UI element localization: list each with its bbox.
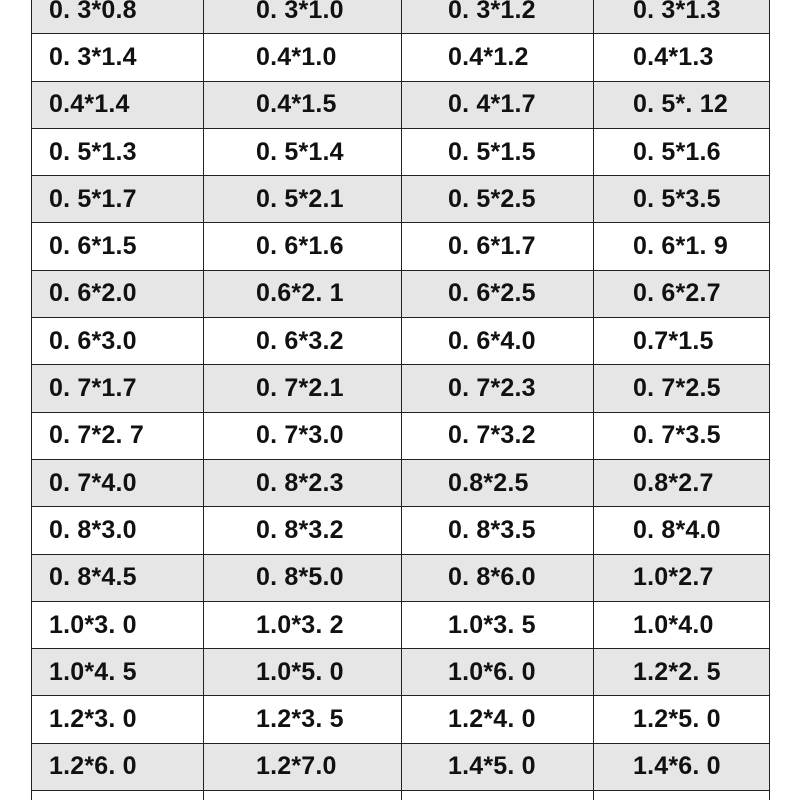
table-cell: 0.8*2.7 [594, 459, 770, 506]
table-row [32, 176, 770, 223]
table-cell: 0. 6*1. 9 [594, 223, 770, 270]
table-cell: 0. 5*1.4 [204, 128, 402, 175]
table-cell: 0. 6*3.2 [204, 318, 402, 365]
table-cell: 0.4*1.5 [204, 81, 402, 128]
table-cell: 0. 8*3.0 [32, 507, 204, 554]
table-cell: 1.0*2.7 [594, 554, 770, 601]
table-cell: 1.0*4. 5 [32, 649, 204, 696]
table-cell: 0. 5*3.5 [594, 176, 770, 223]
table-cell: 0. 7*2.3 [402, 365, 594, 412]
table-cell: 1.4*5. 0 [402, 743, 594, 790]
table-row [32, 34, 770, 81]
size-spec-table-body [32, 0, 770, 800]
table-cell: 1.0*6. 0 [402, 649, 594, 696]
table-cell: 0. 8*6.0 [402, 554, 594, 601]
table-cell [594, 791, 770, 800]
table-cell [402, 791, 594, 800]
table-cell: 0. 7*2. 7 [32, 412, 204, 459]
table-row [32, 459, 770, 506]
table-cell: 0. 6*1.5 [32, 223, 204, 270]
table-cell: 1.2*3. 0 [32, 696, 204, 743]
table-cell: 0. 7*4.0 [32, 459, 204, 506]
size-spec-table [31, 0, 770, 800]
table-row [32, 223, 770, 270]
table-cell [32, 791, 204, 800]
table-cell: 0. 8*2.3 [204, 459, 402, 506]
table-row [32, 649, 770, 696]
table-cell: 0. 3*0.8 [32, 0, 204, 34]
table-row [32, 601, 770, 648]
table-cell: 0. 7*3.0 [204, 412, 402, 459]
table-cell: 0. 5*. 12 [594, 81, 770, 128]
table-cell: 1.0*3. 2 [204, 601, 402, 648]
table-row [32, 507, 770, 554]
table-row [32, 365, 770, 412]
table-cell: 0. 6*2.5 [402, 270, 594, 317]
table-row [32, 554, 770, 601]
table-cell: 1.0*3. 0 [32, 601, 204, 648]
table-cell: 0.4*1.3 [594, 34, 770, 81]
table-cell: 0. 6*2.0 [32, 270, 204, 317]
table-row [32, 743, 770, 790]
table-cell: 1.2*7.0 [204, 743, 402, 790]
table-cell: 0. 7*2.1 [204, 365, 402, 412]
table-cell: 0. 5*1.3 [32, 128, 204, 175]
table-cell: 0. 4*1.7 [402, 81, 594, 128]
table-cell: 0. 6*3.0 [32, 318, 204, 365]
table-cell: 0. 8*4.5 [32, 554, 204, 601]
table-cell: 0. 5*1.6 [594, 128, 770, 175]
table-cell: 0. 3*1.3 [594, 0, 770, 34]
table-cell: 1.2*2. 5 [594, 649, 770, 696]
table-row [32, 318, 770, 365]
table-cell: 1.2*4. 0 [402, 696, 594, 743]
table-cell: 0. 5*1.5 [402, 128, 594, 175]
table-cell: 1.2*3. 5 [204, 696, 402, 743]
table-cell: 1.0*5. 0 [204, 649, 402, 696]
table-cell: 0. 6*1.6 [204, 223, 402, 270]
table-cell: 0. 6*4.0 [402, 318, 594, 365]
table-cell: 0.4*1.2 [402, 34, 594, 81]
table-row [32, 270, 770, 317]
table-cell: 0.7*1.5 [594, 318, 770, 365]
table-cell: 1.0*3. 5 [402, 601, 594, 648]
table-cell: 1.2*5. 0 [594, 696, 770, 743]
table-cell: 1.2*6. 0 [32, 743, 204, 790]
table-row [32, 128, 770, 175]
table-cell: 0.8*2.5 [402, 459, 594, 506]
table-cell: 0. 8*5.0 [204, 554, 402, 601]
table-cell: 0. 8*4.0 [594, 507, 770, 554]
table-row [32, 0, 770, 34]
table-cell: 0. 7*2.5 [594, 365, 770, 412]
table-cell: 0. 7*3.5 [594, 412, 770, 459]
table-cell: 0. 5*1.7 [32, 176, 204, 223]
table-cell: 0. 7*1.7 [32, 365, 204, 412]
table-cell: 0. 5*2.1 [204, 176, 402, 223]
table-cell: 0. 6*2.7 [594, 270, 770, 317]
table-cell: 0. 8*3.5 [402, 507, 594, 554]
table-cell: 0. 5*2.5 [402, 176, 594, 223]
table-row [32, 412, 770, 459]
table-cell: 0. 3*1.2 [402, 0, 594, 34]
table-cell: 0. 7*3.2 [402, 412, 594, 459]
table-cell: 1.4*6. 0 [594, 743, 770, 790]
table-row [32, 791, 770, 800]
table-row [32, 81, 770, 128]
table-cell: 0. 3*1.0 [204, 0, 402, 34]
table-cell: 0.6*2. 1 [204, 270, 402, 317]
table-cell: 1.0*4.0 [594, 601, 770, 648]
table-cell [204, 791, 402, 800]
table-cell: 0. 3*1.4 [32, 34, 204, 81]
table-row [32, 696, 770, 743]
table-cell: 0. 8*3.2 [204, 507, 402, 554]
table-cell: 0.4*1.0 [204, 34, 402, 81]
table-cell: 0.4*1.4 [32, 81, 204, 128]
table-cell: 0. 6*1.7 [402, 223, 594, 270]
